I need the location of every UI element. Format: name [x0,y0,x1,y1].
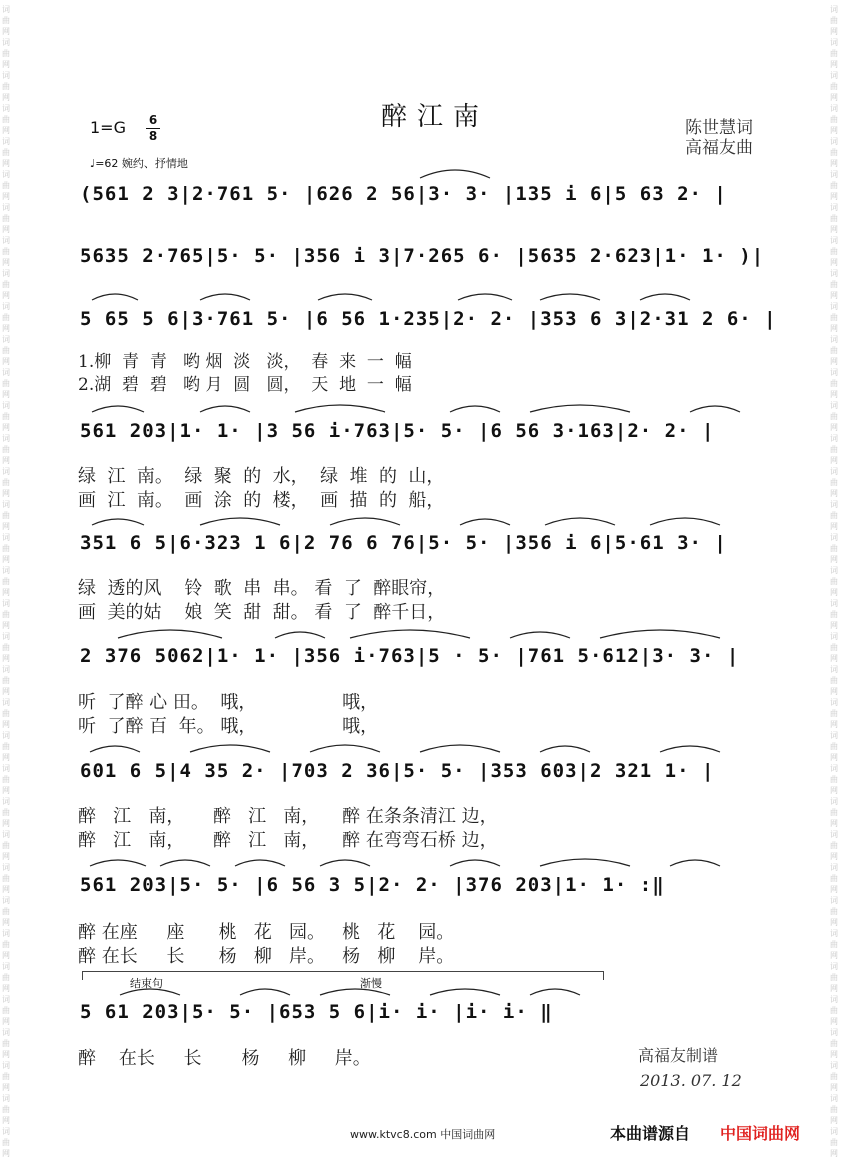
music-line: (561 2 3|2·761 5· |626 2 56|3· 3· |135 i 6|5 63 2· | [80,183,727,205]
watermark-glyph: 词 [2,533,10,542]
coda-label: 结束句 [130,977,163,990]
watermark-glyph: 词 [2,71,10,80]
watermark-glyph: 曲 [2,82,10,91]
lyric-line: 听 了醉 心 田。 哦， 哦， [78,692,379,713]
watermark-glyph: 曲 [2,1105,10,1114]
watermark-glyph: 网 [830,555,838,564]
watermark-glyph: 词 [830,170,838,179]
watermark-glyph: 网 [2,786,10,795]
watermark-glyph: 词 [830,863,838,872]
watermark-glyph: 网 [830,984,838,993]
lyric-line: 醉 在长 长 杨 柳 岸。 杨 柳 岸。 [78,946,455,967]
watermark-glyph: 曲 [830,16,838,25]
lyric-line: 1.柳 青 青 哟 烟 淡 淡， 春 来 一 幅 [78,352,412,372]
watermark-glyph: 网 [2,522,10,531]
watermark-glyph: 词 [2,566,10,575]
watermark-glyph: 曲 [2,874,10,883]
watermark-glyph: 曲 [830,412,838,421]
watermark-glyph: 网 [2,885,10,894]
watermark-glyph: 词 [830,632,838,641]
watermark-glyph: 词 [2,368,10,377]
watermark-glyph: 曲 [2,610,10,619]
watermark-glyph: 网 [2,423,10,432]
watermark-glyph: 曲 [2,511,10,520]
watermark-glyph: 网 [2,555,10,564]
lyric-line: 画 美的姑 娘 笑 甜 甜。 看 了 醉千日， [78,602,446,623]
watermark-glyph: 词 [830,731,838,740]
lyricist: 陈世慧词 [685,118,753,138]
watermark-glyph: 词 [2,104,10,113]
watermark-glyph: 网 [2,720,10,729]
watermark-glyph: 词 [830,599,838,608]
watermark-glyph: 曲 [2,247,10,256]
watermark-glyph: 词 [2,236,10,245]
watermark-glyph: 词 [2,137,10,146]
watermark-glyph: 词 [2,929,10,938]
watermark-glyph: 词 [830,830,838,839]
watermark-glyph: 词 [830,401,838,410]
watermark-glyph: 曲 [830,643,838,652]
watermark-glyph: 词 [2,863,10,872]
watermark-glyph: 网 [2,258,10,267]
watermark-glyph: 词 [2,401,10,410]
watermark-glyph: 曲 [2,808,10,817]
watermark-glyph: 网 [830,291,838,300]
watermark-glyph: 词 [830,335,838,344]
watermark-glyph: 曲 [830,379,838,388]
music-line: 561 203|5· 5· |6 56 3 5|2· 2· |376 203|1· 1· :‖ [80,874,665,896]
watermark-glyph: 曲 [2,280,10,289]
watermark-glyph: 网 [830,1116,838,1125]
watermark-glyph: 曲 [830,478,838,487]
watermark-glyph: 曲 [2,841,10,850]
watermark-glyph: 网 [2,753,10,762]
watermark-glyph: 词 [2,203,10,212]
watermark-glyph: 词 [2,962,10,971]
watermark-glyph: 词 [2,500,10,509]
watermark-glyph: 网 [830,357,838,366]
watermark-glyph: 曲 [2,16,10,25]
watermark-glyph: 词 [830,5,838,14]
watermark-glyph: 词 [2,38,10,47]
watermark-glyph: 网 [830,951,838,960]
watermark-glyph: 网 [2,126,10,135]
watermark-glyph: 曲 [2,49,10,58]
music-line: 2 376 5062|1· 1· |356 i·763|5 · 5· |761 5·612|3· 3· | [80,645,740,667]
watermark-glyph: 曲 [830,973,838,982]
watermark-glyph: 网 [830,324,838,333]
watermark-glyph: 网 [2,1083,10,1092]
watermark-glyph: 曲 [830,445,838,454]
watermark-glyph: 词 [830,467,838,476]
watermark-glyph: 网 [830,621,838,630]
watermark-glyph: 曲 [2,709,10,718]
watermark-glyph: 词 [830,500,838,509]
music-line: 351 6 5|6·323 1 6|2 76 6 76|5· 5· |356 i 6|5·61 3· | [80,532,727,554]
watermark-glyph: 网 [830,720,838,729]
watermark-glyph: 词 [2,170,10,179]
lyric-line: 醉 江 南， 醉 江 南， 醉 在弯弯石桥 边， [78,830,498,851]
watermark-glyph: 网 [830,786,838,795]
watermark-glyph: 词 [2,335,10,344]
watermark-glyph: 词 [2,995,10,1004]
watermark-glyph: 曲 [830,313,838,322]
watermark-glyph: 网 [830,885,838,894]
watermark-glyph: 词 [830,1028,838,1037]
watermark-glyph: 词 [2,269,10,278]
watermark-glyph: 词 [830,797,838,806]
watermark-glyph: 曲 [2,445,10,454]
watermark-glyph: 词 [830,929,838,938]
watermark-glyph: 词 [830,1127,838,1136]
watermark-glyph: 网 [2,852,10,861]
watermark-glyph: 词 [2,5,10,14]
watermark-glyph: 词 [2,632,10,641]
watermark-glyph: 词 [830,995,838,1004]
watermark-glyph: 曲 [2,1039,10,1048]
watermark-glyph: 曲 [2,478,10,487]
watermark-glyph: 网 [2,27,10,36]
left-watermark-strip [0,0,14,1171]
watermark-glyph: 网 [2,93,10,102]
music-line: 5 65 5 6|3·761 5· |6 56 1·235|2· 2· |353 6 3|2·31 2 6· | [80,308,777,330]
watermark-glyph: 曲 [830,841,838,850]
watermark-glyph: 曲 [830,610,838,619]
right-watermark-strip [828,0,842,1171]
watermark-glyph: 词 [2,731,10,740]
time-signature [146,114,160,143]
watermark-glyph: 网 [2,918,10,927]
watermark-glyph: 曲 [2,181,10,190]
watermark-glyph: 词 [830,302,838,311]
watermark-glyph: 词 [2,434,10,443]
watermark-glyph: 网 [2,654,10,663]
song-title: 醉江南 [380,102,489,132]
watermark-glyph: 词 [2,665,10,674]
composer: 高福友曲 [685,138,753,158]
music-line: 5 61 203|5· 5· |653 5 6|i· i· |i· i· ‖ [80,1001,553,1023]
watermark-glyph: 曲 [830,115,838,124]
watermark-glyph: 曲 [830,1072,838,1081]
watermark-glyph: 词 [2,698,10,707]
lyric-line: 绿 透的风 铃 歌 串 串。 看 了 醉眼帘， [78,578,446,599]
lyric-line: 绿 江 南。 绿 聚 的 水， 绿 堆 的 山， [78,466,445,487]
watermark-glyph: 曲 [830,82,838,91]
watermark-glyph: 网 [830,27,838,36]
watermark-glyph: 曲 [830,214,838,223]
watermark-glyph: 曲 [2,643,10,652]
watermark-glyph: 词 [830,434,838,443]
watermark-glyph: 网 [830,687,838,696]
watermark-glyph: 网 [830,1050,838,1059]
watermark-glyph: 曲 [830,874,838,883]
watermark-glyph: 网 [2,192,10,201]
ritardando-label: 渐慢 [360,977,382,990]
transcriber: 高福友制谱 [638,1046,719,1065]
watermark-glyph: 词 [830,368,838,377]
watermark-glyph: 网 [830,423,838,432]
watermark-glyph: 曲 [2,907,10,916]
watermark-glyph: 网 [830,126,838,135]
watermark-glyph: 词 [830,566,838,575]
music-line: 601 6 5|4 35 2· |703 2 36|5· 5· |353 603|2 321 1· | [80,760,715,782]
watermark-glyph: 词 [830,269,838,278]
watermark-glyph: 网 [2,60,10,69]
watermark-glyph: 词 [2,830,10,839]
watermark-glyph: 曲 [830,1039,838,1048]
meter-bottom: 8 [148,129,158,143]
watermark-glyph: 网 [830,819,838,828]
watermark-glyph: 网 [2,324,10,333]
watermark-glyph: 网 [2,1149,10,1158]
watermark-glyph: 曲 [830,907,838,916]
watermark-glyph: 曲 [2,412,10,421]
watermark-glyph: 曲 [830,544,838,553]
lyric-line: 醉 在座 座 桃 花 园。 桃 花 园。 [78,922,455,943]
watermark-glyph: 词 [830,665,838,674]
watermark-glyph: 曲 [830,346,838,355]
watermark-glyph: 网 [830,588,838,597]
watermark-glyph: 网 [2,1017,10,1026]
watermark-glyph: 曲 [830,280,838,289]
watermark-glyph: 词 [830,71,838,80]
watermark-glyph: 网 [830,918,838,927]
music-line: 5635 2·765|5· 5· |356 i 3|7·265 6· |5635 2·623|1· 1· )| [80,245,765,267]
watermark-glyph: 词 [2,1061,10,1070]
watermark-glyph: 词 [830,1094,838,1103]
watermark-glyph: 网 [2,819,10,828]
key-signature: 1=G [90,118,126,137]
watermark-glyph: 曲 [830,1006,838,1015]
watermark-glyph: 词 [830,203,838,212]
watermark-glyph: 网 [2,621,10,630]
watermark-glyph: 网 [830,390,838,399]
lyric-line: 醉 在长 长 杨 柳 岸。 [78,1048,371,1069]
watermark-glyph: 词 [830,38,838,47]
watermark-glyph: 词 [830,764,838,773]
watermark-glyph: 词 [830,104,838,113]
watermark-glyph: 曲 [2,940,10,949]
watermark-glyph: 网 [2,456,10,465]
watermark-glyph: 曲 [2,676,10,685]
watermark-glyph: 曲 [2,1138,10,1147]
tempo-marking: ♩=62 婉约、抒情地 [90,157,188,170]
watermark-glyph: 网 [830,852,838,861]
meter-top: 6 [148,113,158,127]
watermark-glyph: 曲 [2,214,10,223]
lyric-line: 听 了醉 百 年。 哦， 哦， [78,716,379,737]
lyric-line: 醉 江 南， 醉 江 南， 醉 在条条清江 边， [78,806,498,827]
watermark-glyph: 网 [830,1149,838,1158]
watermark-glyph: 网 [2,357,10,366]
watermark-glyph: 曲 [2,544,10,553]
watermark-glyph: 网 [2,588,10,597]
watermark-glyph: 曲 [2,1072,10,1081]
watermark-glyph: 网 [2,1050,10,1059]
watermark-glyph: 词 [830,137,838,146]
watermark-glyph: 曲 [830,808,838,817]
watermark-glyph: 曲 [830,511,838,520]
watermark-glyph: 词 [830,896,838,905]
watermark-glyph: 词 [2,467,10,476]
lyric-line: 画 江 南。 画 涂 的 楼， 画 描 的 船， [78,490,445,511]
watermark-glyph: 词 [2,1028,10,1037]
watermark-glyph: 曲 [830,742,838,751]
watermark-glyph: 网 [830,654,838,663]
watermark-glyph: 网 [830,258,838,267]
watermark-glyph: 曲 [830,148,838,157]
watermark-glyph: 曲 [830,1105,838,1114]
watermark-glyph: 词 [830,698,838,707]
watermark-glyph: 网 [2,225,10,234]
watermark-glyph: 曲 [2,775,10,784]
watermark-glyph: 曲 [2,379,10,388]
watermark-glyph: 曲 [2,115,10,124]
music-line: 561 203|1· 1· |3 56 i·763|5· 5· |6 56 3·163|2· 2· | [80,420,715,442]
watermark-glyph: 网 [2,489,10,498]
watermark-glyph: 词 [2,302,10,311]
watermark-glyph: 词 [830,962,838,971]
watermark-glyph: 网 [830,192,838,201]
watermark-glyph: 网 [2,951,10,960]
watermark-glyph: 网 [2,390,10,399]
watermark-glyph: 网 [830,1017,838,1026]
watermark-glyph: 曲 [830,181,838,190]
watermark-glyph: 词 [830,533,838,542]
watermark-glyph: 曲 [830,940,838,949]
watermark-glyph: 曲 [2,973,10,982]
source-label: 本曲谱源自 [610,1124,691,1143]
transcription-date: 2013. 07. 12 [640,1071,742,1090]
watermark-glyph: 曲 [2,1006,10,1015]
watermark-glyph: 网 [830,753,838,762]
watermark-glyph: 词 [2,1094,10,1103]
watermark-glyph: 网 [2,159,10,168]
watermark-glyph: 网 [2,687,10,696]
watermark-glyph: 曲 [2,313,10,322]
watermark-glyph: 网 [2,291,10,300]
watermark-glyph: 网 [830,1083,838,1092]
watermark-glyph: 网 [2,1116,10,1125]
watermark-glyph: 曲 [2,742,10,751]
watermark-glyph: 网 [830,489,838,498]
watermark-glyph: 曲 [830,709,838,718]
watermark-glyph: 词 [2,599,10,608]
watermark-glyph: 曲 [830,49,838,58]
watermark-glyph: 曲 [830,775,838,784]
watermark-glyph: 曲 [2,148,10,157]
watermark-glyph: 网 [830,60,838,69]
footer-url[interactable]: www.ktvc8.com 中国词曲网 [350,1128,496,1141]
watermark-glyph: 网 [830,225,838,234]
watermark-glyph: 曲 [830,577,838,586]
watermark-glyph: 曲 [2,346,10,355]
lyric-line: 2.湖 碧 碧 哟 月 圆 圆， 天 地 一 幅 [78,375,412,395]
watermark-glyph: 曲 [2,577,10,586]
watermark-glyph: 曲 [830,676,838,685]
watermark-glyph: 词 [830,236,838,245]
watermark-glyph: 网 [2,984,10,993]
watermark-glyph: 曲 [830,247,838,256]
watermark-glyph: 网 [830,93,838,102]
watermark-glyph: 词 [2,1127,10,1136]
watermark-glyph: 网 [830,159,838,168]
watermark-glyph: 词 [2,764,10,773]
watermark-glyph: 词 [2,896,10,905]
watermark-glyph: 词 [2,797,10,806]
brand-logo[interactable]: 中国词曲网 [720,1124,801,1143]
watermark-glyph: 曲 [830,1138,838,1147]
watermark-glyph: 网 [830,456,838,465]
watermark-glyph: 词 [830,1061,838,1070]
credits [685,118,753,158]
watermark-glyph: 网 [830,522,838,531]
